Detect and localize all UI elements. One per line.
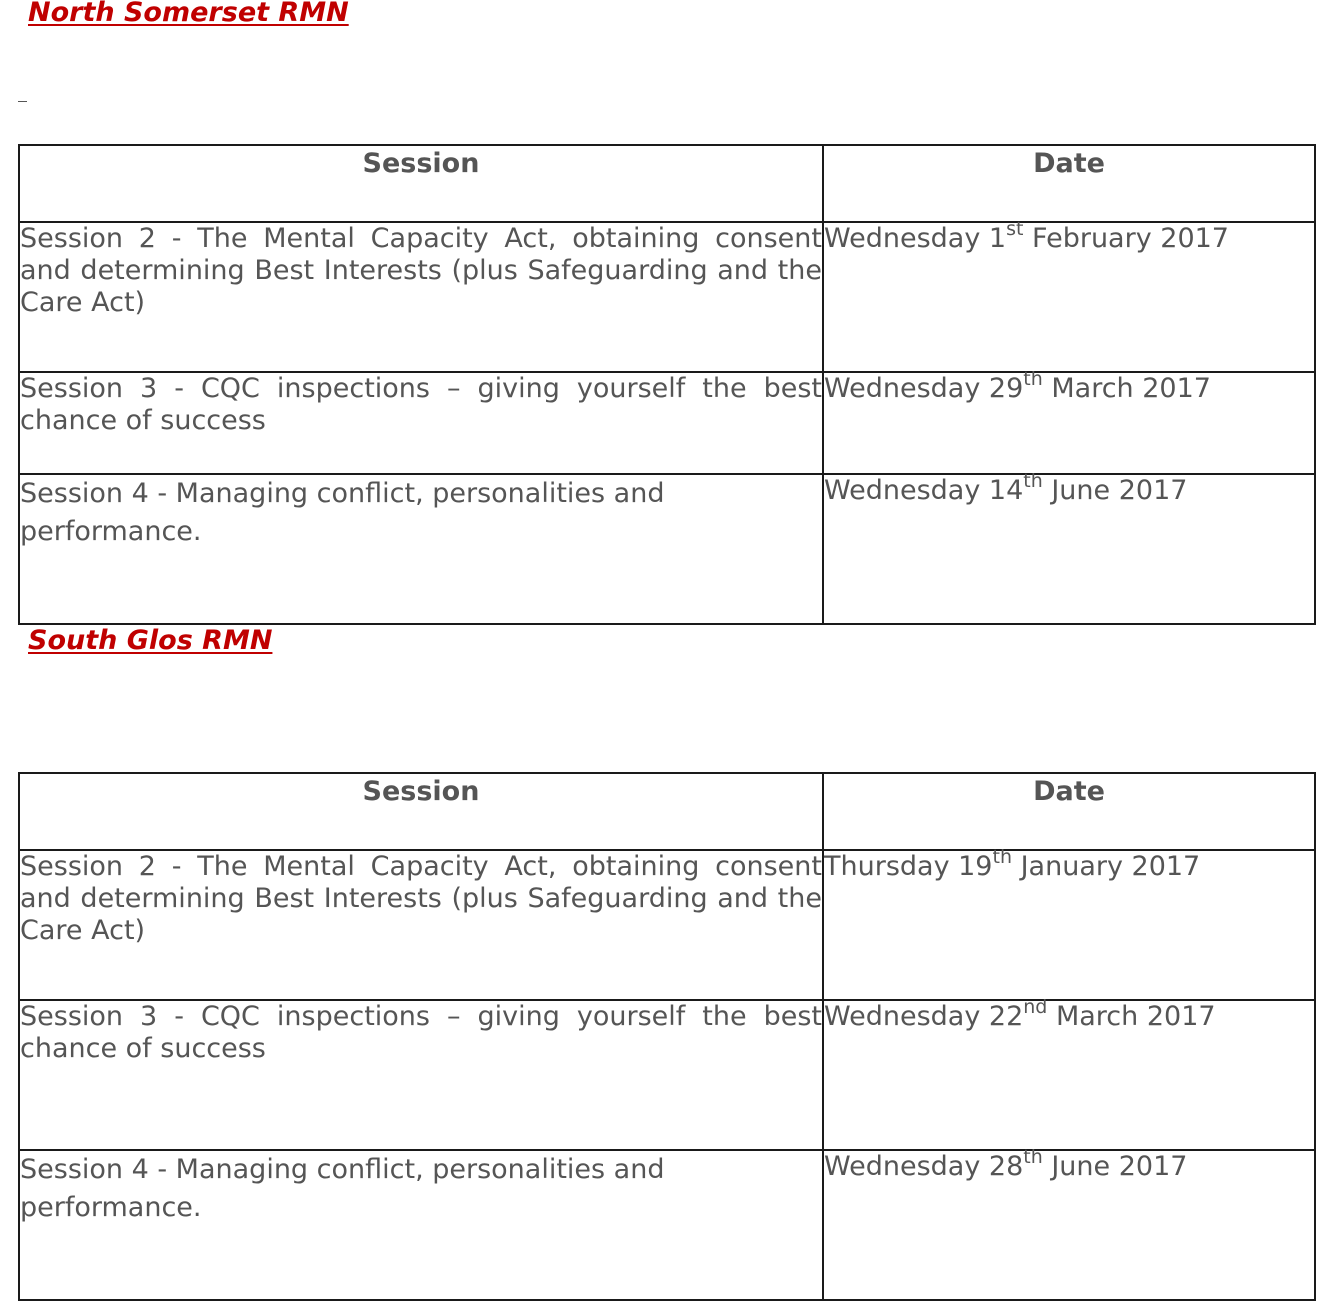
session-cell: Session 2 - The Mental Capacity Act, obtaining consent and determining Best Interests (plus Safeguarding and the Care Act) xyxy=(19,850,823,1000)
table-row xyxy=(19,222,1315,372)
session-cell: Session 2 - The Mental Capacity Act, obtaining consent and determining Best Interests (plus Safeguarding and the Care Act) xyxy=(19,222,823,372)
table-row xyxy=(19,1150,1315,1300)
date-cell: Wednesday 22nd March 2017 xyxy=(823,1000,1315,1150)
date-cell: Thursday 19th January 2017 xyxy=(823,850,1315,1000)
column-header-session: Session xyxy=(19,145,823,222)
column-header-date: Date xyxy=(823,145,1315,222)
section-heading-south-glos: South Glos RMN xyxy=(28,625,273,656)
column-header-session: Session xyxy=(19,773,823,850)
table-row xyxy=(19,474,1315,624)
session-cell: Session 3 - CQC inspections – giving yourself the best chance of success xyxy=(19,1000,823,1150)
table-row xyxy=(19,850,1315,1000)
date-ordinal-suffix: th xyxy=(1023,470,1043,492)
stray-underscore xyxy=(18,101,27,102)
date-cell: Wednesday 29th March 2017 xyxy=(823,372,1315,474)
date-cell: Wednesday 28th June 2017 xyxy=(823,1150,1315,1300)
section-heading-north-somerset: North Somerset RMN xyxy=(28,0,349,28)
date-ordinal-suffix: nd xyxy=(1023,996,1048,1018)
date-ordinal-suffix: th xyxy=(1023,1146,1043,1168)
date-ordinal-suffix: st xyxy=(1006,218,1024,240)
schedule-table-north-somerset xyxy=(18,144,1316,625)
date-ordinal-suffix: th xyxy=(992,846,1012,868)
schedule-table-south-glos xyxy=(18,772,1316,1301)
table-row xyxy=(19,372,1315,474)
table-header-row xyxy=(19,773,1315,850)
date-cell: Wednesday 1st February 2017 xyxy=(823,222,1315,372)
session-cell: Session 4 - Managing conflict, personalities and performance. xyxy=(19,474,823,624)
table-row xyxy=(19,1000,1315,1150)
date-cell: Wednesday 14th June 2017 xyxy=(823,474,1315,624)
column-header-date: Date xyxy=(823,773,1315,850)
session-cell: Session 3 - CQC inspections – giving yourself the best chance of success xyxy=(19,372,823,474)
date-ordinal-suffix: th xyxy=(1023,368,1043,390)
table-header-row xyxy=(19,145,1315,222)
session-cell: Session 4 - Managing conflict, personalities and performance. xyxy=(19,1150,823,1300)
